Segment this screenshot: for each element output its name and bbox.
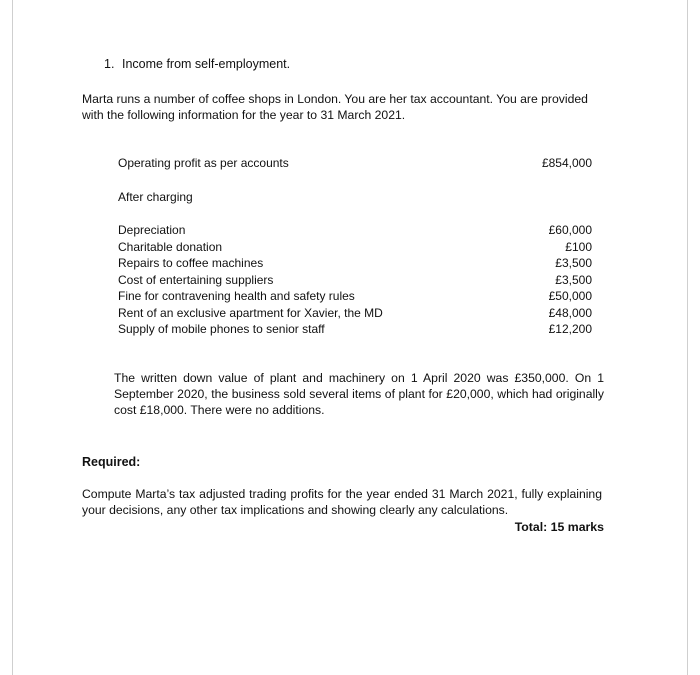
expense-label: Depreciation [118,223,186,237]
expense-row [118,239,592,256]
expense-label: Cost of entertaining suppliers [118,272,274,287]
expense-label: Rent of an exclusive apartment for Xavier, the MD [118,305,383,320]
expense-row [118,222,592,239]
total-marks: Total: 15 marks [514,520,604,534]
expense-value: £60,000 [548,223,592,237]
expense-value: £3,500 [555,256,592,270]
intro-paragraph: Marta runs a number of coffee shops in London. You are her tax accountant. You are provided with the following information for the year to 31 March 2021. [82,92,588,122]
after-charging-row [118,189,592,206]
expense-row [118,255,592,272]
expense-row [118,321,592,338]
required-text: Compute Marta’s tax adjusted trading profits for the year ended 31 March 2021, fully explaining your decisions, any other tax implications and showing clearly any calculations. [82,487,602,517]
expense-value: £50,000 [548,289,592,303]
expense-value: £48,000 [548,305,592,320]
question-number: 1. [104,57,115,71]
expense-label: Supply of mobile phones to senior staff [118,322,325,336]
plant-machinery-paragraph: The written down value of plant and machinery on 1 April 2020 was £350,000. On 1 September 2020, the business sold several items of plant for £20,000, which had originally cost £18,000. There were no additions. [114,371,604,417]
question-heading [104,57,290,71]
question-title: Income from self-employment. [122,57,291,71]
expense-items-table [118,222,592,338]
expense-value: £3,500 [555,272,592,287]
expense-value: £100 [565,239,592,254]
operating-profit-value: £854,000 [541,156,592,170]
expense-label: Repairs to coffee machines [118,256,264,270]
expense-label: Fine for contravening health and safety rules [118,289,355,303]
expense-row [118,305,592,322]
expense-value: £12,200 [548,322,592,336]
expense-row [118,288,592,305]
after-charging-label: After charging [118,190,193,204]
required-heading: Required: [82,455,141,469]
expense-label: Charitable donation [118,239,223,254]
operating-profit-label: Operating profit as per accounts [118,156,289,170]
operating-profit-row [118,155,592,172]
expense-row [118,272,592,289]
